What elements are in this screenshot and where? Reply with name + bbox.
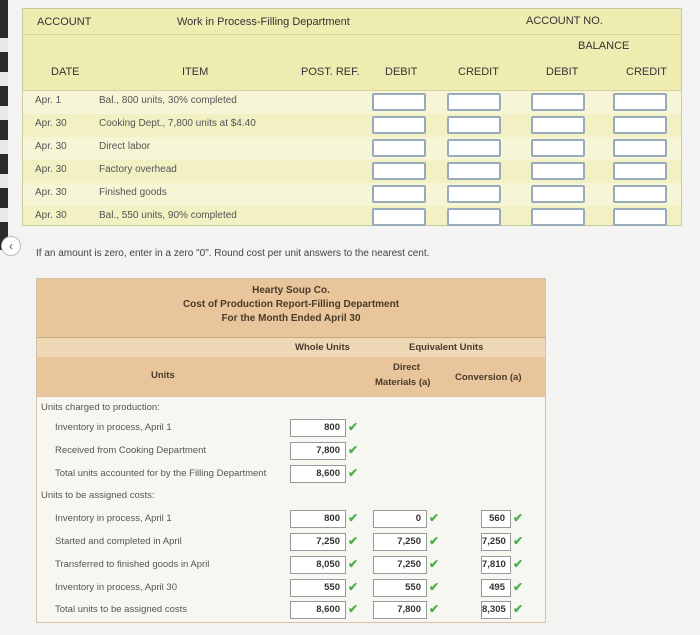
balance-credit-input[interactable] <box>613 116 667 134</box>
balance-credit-input[interactable] <box>613 139 667 157</box>
check-icon: ✔ <box>513 534 524 548</box>
col-date: DATE <box>51 66 80 78</box>
check-icon: ✔ <box>513 602 524 616</box>
col-direct-materials-2: Materials (a) <box>375 377 431 388</box>
check-icon: ✔ <box>513 511 524 525</box>
balance-header-row <box>23 35 681 57</box>
conversion-input[interactable]: 495 <box>481 579 511 597</box>
check-icon: ✔ <box>429 511 440 525</box>
balance-debit-input[interactable] <box>531 93 585 111</box>
account-name: Work in Process-Filling Department <box>177 16 350 28</box>
col-conversion: Conversion (a) <box>455 372 522 383</box>
credit-input[interactable] <box>447 185 501 203</box>
report-row <box>37 508 545 531</box>
report-title-band <box>37 279 545 337</box>
conversion-input[interactable]: 7,810 <box>481 556 511 574</box>
whole-units-input[interactable]: 7,250 <box>290 533 346 551</box>
whole-units-input[interactable]: 550 <box>290 579 346 597</box>
check-icon: ✔ <box>348 420 359 434</box>
row-item: Bal., 550 units, 90% completed <box>99 210 237 221</box>
journal-ledger <box>22 8 682 226</box>
whole-units-input[interactable]: 7,800 <box>290 442 346 460</box>
col-equivalent-units: Equivalent Units <box>409 342 484 353</box>
check-icon: ✔ <box>348 511 359 525</box>
report-row <box>37 599 545 622</box>
section-assigned-label: Units to be assigned costs: <box>41 490 155 501</box>
row-item: Factory overhead <box>99 164 177 175</box>
whole-units-input[interactable]: 800 <box>290 510 346 528</box>
balance-credit-input[interactable] <box>613 162 667 180</box>
report-row <box>37 531 545 554</box>
col-units: Units <box>151 370 175 381</box>
balance-credit-input[interactable] <box>613 93 667 111</box>
balance-debit-input[interactable] <box>531 162 585 180</box>
check-icon: ✔ <box>348 557 359 571</box>
company-name: Hearty Soup Co. <box>252 285 330 296</box>
row-item: Cooking Dept., 7,800 units at $4.40 <box>99 118 256 129</box>
row-label: Inventory in process, April 30 <box>55 582 177 593</box>
check-icon: ✔ <box>348 443 359 457</box>
credit-input[interactable] <box>447 208 501 226</box>
whole-units-input[interactable]: 8,600 <box>290 465 346 483</box>
credit-input[interactable] <box>447 116 501 134</box>
direct-materials-input[interactable]: 7,250 <box>373 556 427 574</box>
account-label: ACCOUNT <box>37 16 92 28</box>
row-date: Apr. 30 <box>35 210 67 221</box>
col-direct-materials: Direct <box>393 362 420 373</box>
debit-input[interactable] <box>372 208 426 226</box>
row-label: Total units to be assigned costs <box>55 604 188 615</box>
back-arrow-icon[interactable]: ‹ <box>1 236 21 256</box>
check-icon: ✔ <box>348 534 359 548</box>
row-label: Received from Cooking Department <box>55 445 207 456</box>
check-icon: ✔ <box>429 580 440 594</box>
ledger-row <box>23 137 681 160</box>
row-label: Started and completed in April <box>55 536 182 547</box>
check-icon: ✔ <box>429 557 440 571</box>
row-item: Direct labor <box>99 141 151 152</box>
whole-units-input[interactable]: 8,050 <box>290 556 346 574</box>
ledger-row <box>23 114 681 137</box>
report-row <box>37 417 545 440</box>
row-label: Inventory in process, April 1 <box>55 513 172 524</box>
report-title: Cost of Production Report-Filling Department <box>182 299 400 310</box>
left-edge-strip <box>0 0 8 250</box>
col-debit: DEBIT <box>385 66 418 78</box>
instruction-text: If an amount is zero, enter in a zero "0". Round cost per unit answers to the nearest cent. <box>36 248 430 259</box>
direct-materials-input[interactable]: 7,800 <box>373 601 427 619</box>
check-icon: ✔ <box>513 557 524 571</box>
row-item: Finished goods <box>99 187 167 198</box>
whole-units-input[interactable]: 800 <box>290 419 346 437</box>
check-icon: ✔ <box>348 602 359 616</box>
row-date: Apr. 1 <box>35 95 62 106</box>
header-row-1 <box>37 337 545 357</box>
credit-input[interactable] <box>447 139 501 157</box>
row-date: Apr. 30 <box>35 164 67 175</box>
col-credit: CREDIT <box>458 66 499 78</box>
report-row <box>37 463 545 486</box>
whole-units-input[interactable]: 8,600 <box>290 601 346 619</box>
row-item: Bal., 800 units, 30% completed <box>99 95 237 106</box>
balance-debit-input[interactable] <box>531 139 585 157</box>
report-row <box>37 577 545 600</box>
col-post-ref: POST. REF. <box>301 66 360 78</box>
header-row-2 <box>37 357 545 397</box>
report-period: For the Month Ended April 30 <box>221 313 361 324</box>
ledger-columns-row <box>23 57 681 91</box>
row-label: Total units accounted for by the Filling Department <box>55 468 267 479</box>
debit-input[interactable] <box>372 93 426 111</box>
credit-input[interactable] <box>447 162 501 180</box>
ledger-row <box>23 91 681 114</box>
credit-input[interactable] <box>447 93 501 111</box>
ledger-header-row <box>23 9 681 35</box>
col-whole-units: Whole Units <box>295 342 350 353</box>
balance-debit-input[interactable] <box>531 185 585 203</box>
check-icon: ✔ <box>513 580 524 594</box>
row-date: Apr. 30 <box>35 141 67 152</box>
debit-input[interactable] <box>372 162 426 180</box>
direct-materials-input[interactable]: 0 <box>373 510 427 528</box>
ledger-row <box>23 160 681 183</box>
direct-materials-input[interactable]: 7,250 <box>373 533 427 551</box>
report-row <box>37 440 545 463</box>
row-date: Apr. 30 <box>35 187 67 198</box>
col-item: ITEM <box>182 66 209 78</box>
col-balance-credit: CREDIT <box>626 66 667 78</box>
account-no-label: ACCOUNT NO. <box>526 15 603 27</box>
direct-materials-input[interactable]: 550 <box>373 579 427 597</box>
row-label: Transferred to finished goods in April <box>55 559 210 570</box>
check-icon: ✔ <box>348 580 359 594</box>
conversion-input[interactable]: 560 <box>481 510 511 528</box>
report-row <box>37 554 545 577</box>
balance-label: BALANCE <box>578 40 630 52</box>
ledger-row <box>23 183 681 206</box>
debit-input[interactable] <box>372 139 426 157</box>
debit-input[interactable] <box>372 116 426 134</box>
row-label: Inventory in process, April 1 <box>55 422 172 433</box>
debit-input[interactable] <box>372 185 426 203</box>
check-icon: ✔ <box>429 602 440 616</box>
balance-credit-input[interactable] <box>613 208 667 226</box>
cost-of-production-report <box>36 278 546 623</box>
balance-debit-input[interactable] <box>531 116 585 134</box>
check-icon: ✔ <box>348 466 359 480</box>
conversion-input[interactable]: 7,250 <box>481 533 511 551</box>
check-icon: ✔ <box>429 534 440 548</box>
ledger-row <box>23 206 681 229</box>
section-assigned <box>37 485 545 508</box>
row-date: Apr. 30 <box>35 118 67 129</box>
balance-credit-input[interactable] <box>613 185 667 203</box>
balance-debit-input[interactable] <box>531 208 585 226</box>
section-charged-label: Units charged to production: <box>41 402 160 413</box>
col-balance-debit: DEBIT <box>546 66 579 78</box>
ledger-body <box>23 91 681 227</box>
conversion-input[interactable]: 8,305 <box>481 601 511 619</box>
